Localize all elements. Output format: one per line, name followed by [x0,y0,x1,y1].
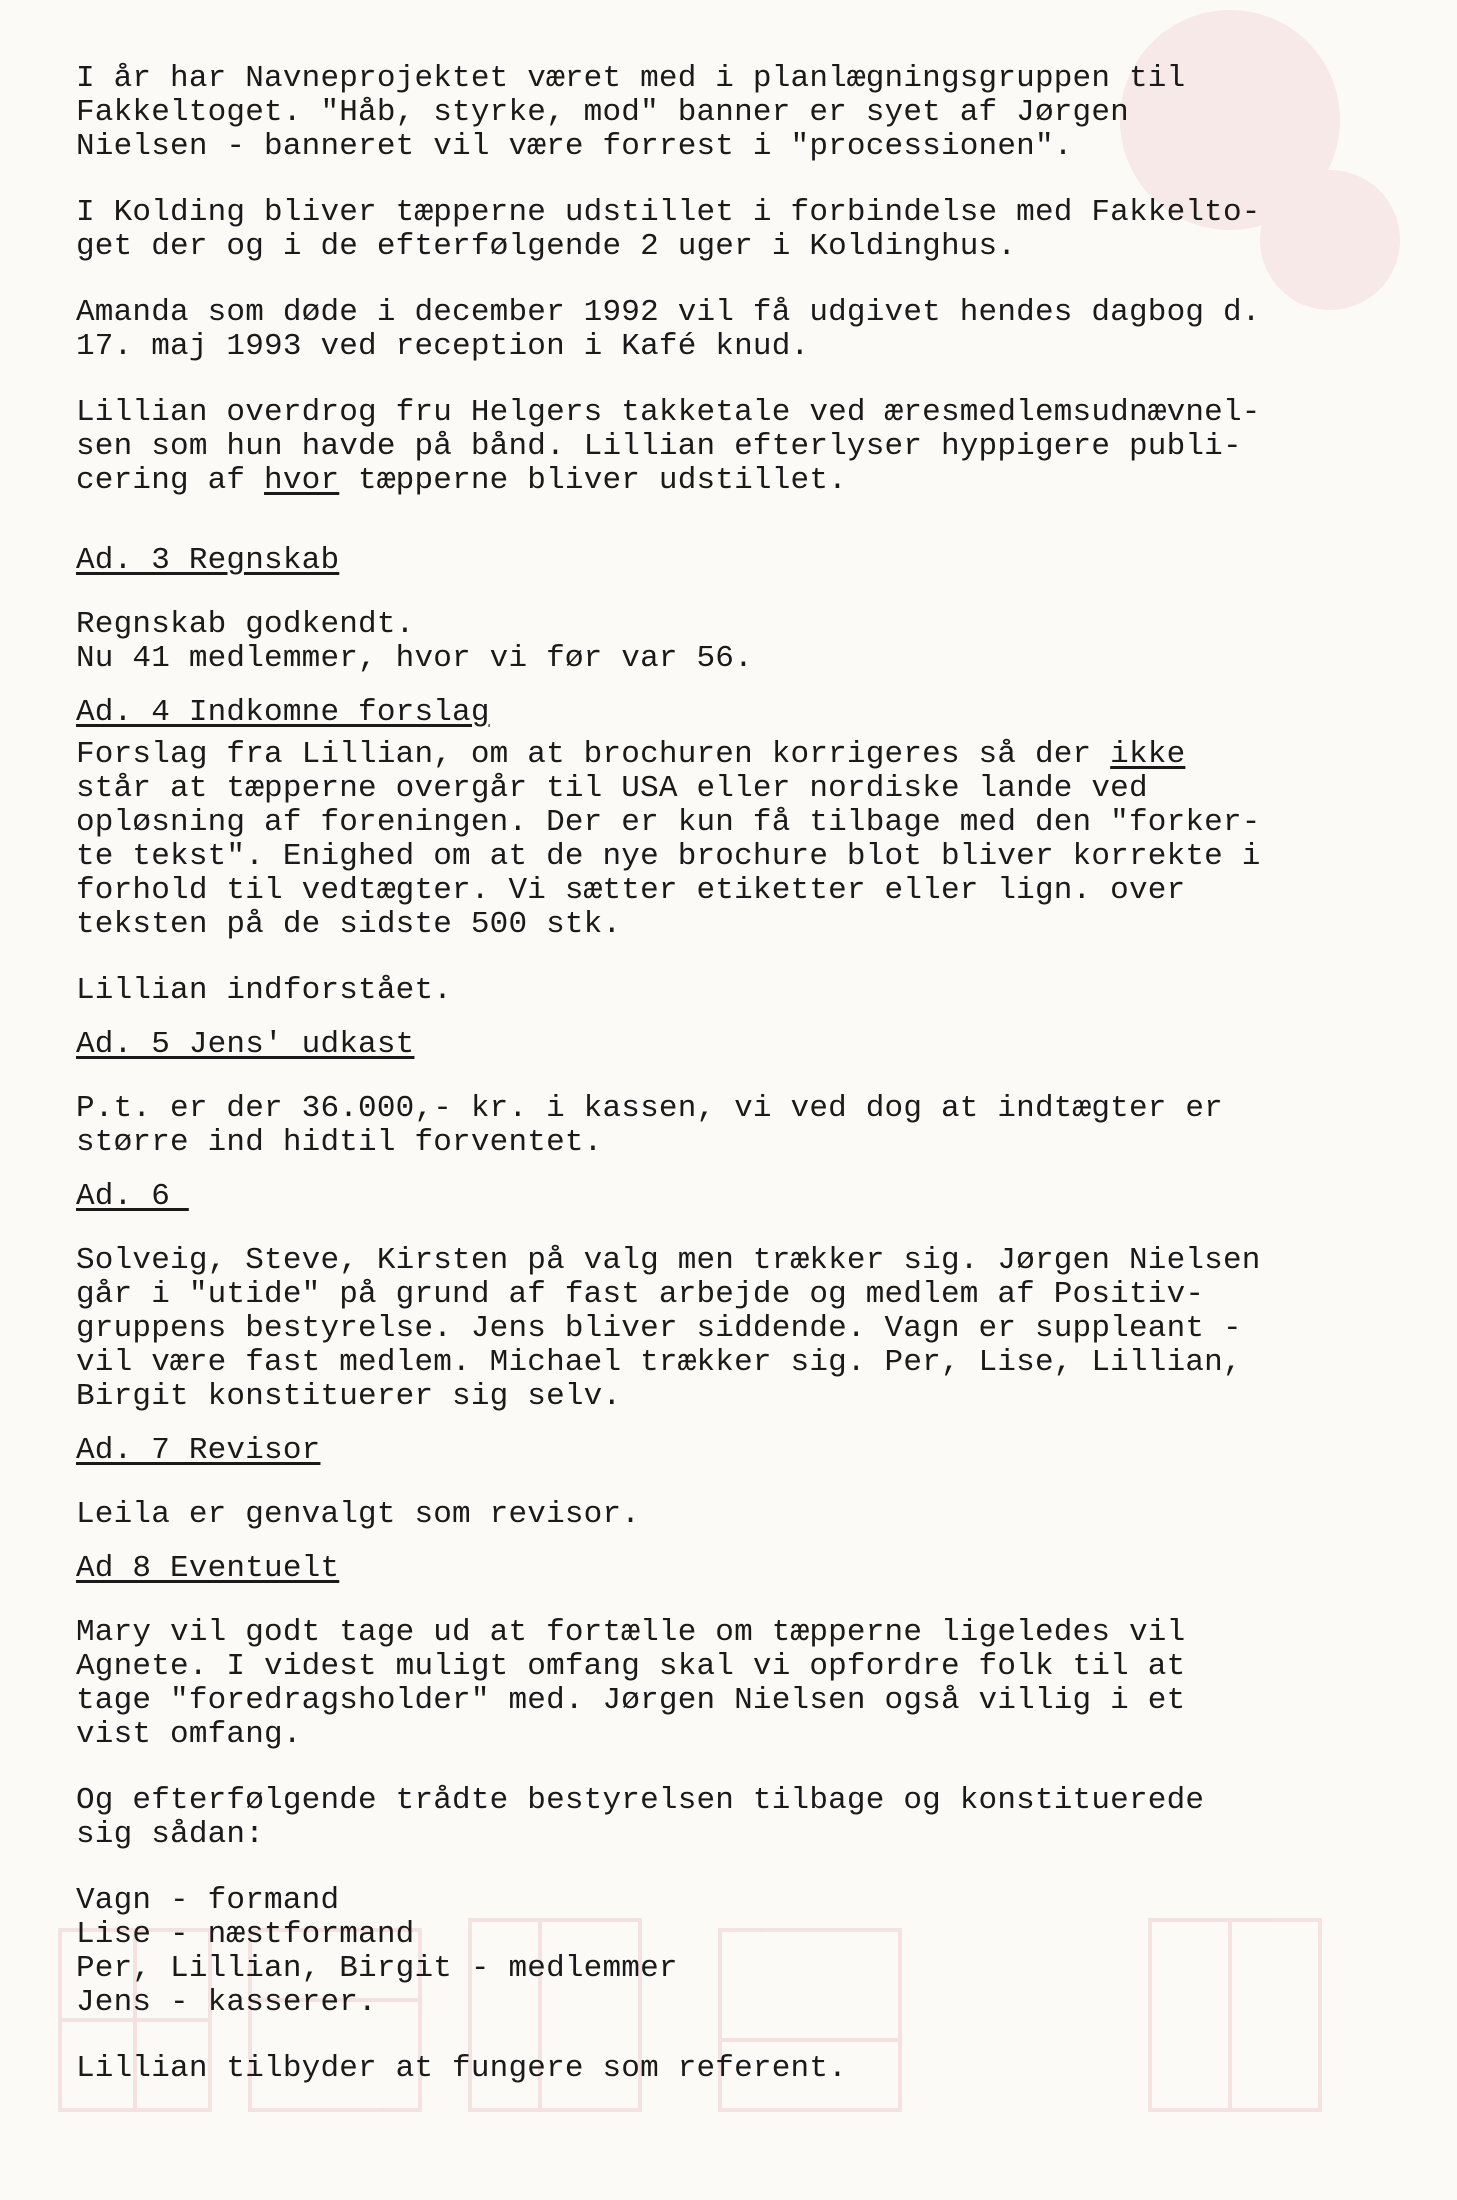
text-line: går i "utide" på grund af fast arbejde og medlem af Positiv- [76,1277,1205,1312]
section-ad8 [76,1552,1376,2086]
section-heading: Ad. 7 Revisor [76,1433,321,1468]
board-roles-list [76,1884,1376,2020]
section-heading: Ad 8 Eventuelt [76,1551,340,1586]
text-line: P.t. er der 36.000,- kr. i kassen, vi ved dog at indtægter er [76,1091,1223,1126]
section-body [76,608,1376,676]
section-ad3 [76,544,1376,676]
role-line: Per, Lillian, Birgit - medlemmer [76,1951,678,1986]
role-line: Lise - næstformand [76,1917,415,1952]
text-line: 17. maj 1993 ved reception i Kafé knud. [76,329,810,364]
text-line [76,738,1376,772]
intro-paragraph-2 [76,196,1376,264]
constitution-intro [76,1784,1376,1852]
text-line: Lillian indforstået. [76,973,453,1008]
text-line: Agnete. I videst muligt omfang skal vi opfordre folk til at [76,1649,1186,1684]
section-body [76,1616,1376,1752]
text-line: står at tæpperne overgår til USA eller nordiske lande ved [76,771,1148,806]
text-line: større ind hidtil forventet. [76,1125,603,1160]
text-line: Nu 41 medlemmer, hvor vi før var 56. [76,641,753,676]
text-line: Lillian tilbyder at fungere som referent. [76,2051,847,2086]
text-line: gruppens bestyrelse. Jens bliver siddende. Vagn er suppleant - [76,1311,1242,1346]
intro-paragraph-3 [76,296,1376,364]
section-heading: Ad. 5 Jens' udkast [76,1027,415,1062]
text-line: tage "foredragsholder" med. Jørgen Nielsen også villig i et [76,1683,1186,1718]
text-line: Birgit konstituerer sig selv. [76,1379,622,1414]
section-body [76,1498,1376,1532]
intro-paragraph-1 [76,62,1376,164]
text-line [76,464,1376,498]
text-line: sen som hun havde på bånd. Lillian efterlyser hyppigere publi- [76,429,1242,464]
text-line: teksten på de sidste 500 stk. [76,907,622,942]
section-heading: Ad. 3 Regnskab [76,543,340,578]
text-line: Nielsen - banneret vil være forrest i "processionen". [76,129,1073,164]
text-line: te tekst". Enighed om at de nye brochure blot bliver korrekte i [76,839,1261,874]
section-ad5 [76,1028,1376,1160]
section-heading: Ad. 4 Indkomne forslag [76,695,490,730]
text-line: get der og i de efterfølgende 2 uger i Koldinghus. [76,229,1017,264]
text-line: vist omfang. [76,1717,302,1752]
text-line: Leila er genvalgt som revisor. [76,1497,641,1532]
section-body [76,738,1376,942]
text-line: sig sådan: [76,1817,265,1852]
role-line: Jens - kasserer. [76,1985,377,2020]
text-line: Lillian overdrog fru Helgers takketale ved æresmedlemsudnævnel- [76,395,1261,430]
text-fragment: cering af [76,463,265,498]
section-ad7 [76,1434,1376,1532]
underlined-word: ikke [1110,737,1186,772]
text-line: Mary vil godt tage ud at fortælle om tæpperne ligeledes vil [76,1615,1186,1650]
section-heading: Ad. 6 [76,1179,189,1214]
text-line: Regnskab godkendt. [76,607,415,642]
underlined-word: hvor [264,463,340,498]
text-line: Fakkeltoget. "Håb, styrke, mod" banner er syet af Jørgen [76,95,1129,130]
text-line: Og efterfølgende trådte bestyrelsen tilbage og konstituerede [76,1783,1205,1818]
text-line: Solveig, Steve, Kirsten på valg men trækker sig. Jørgen Nielsen [76,1243,1261,1278]
text-line: vil være fast medlem. Michael trækker sig. Per, Lise, Lillian, [76,1345,1242,1380]
text-fragment: tæpperne bliver udstillet. [339,463,847,498]
document-page [76,62,1376,2118]
section-followup [76,974,1376,1008]
text-fragment: Forslag fra Lillian, om at brochuren korrigeres så der [76,737,1111,772]
text-line: I Kolding bliver tæpperne udstillet i forbindelse med Fakkelto- [76,195,1261,230]
role-line: Vagn - formand [76,1883,340,1918]
text-line: I år har Navneprojektet været med i planlægningsgruppen til [76,61,1186,96]
text-line: opløsning af foreningen. Der er kun få tilbage med den "forker- [76,805,1261,840]
section-body [76,1092,1376,1160]
section-body [76,1244,1376,1414]
intro-paragraph-4 [76,396,1376,498]
text-line: Amanda som døde i december 1992 vil få udgivet hendes dagbog d. [76,295,1261,330]
text-line: forhold til vedtægter. Vi sætter etiketter eller lign. over [76,873,1186,908]
section-ad4 [76,696,1376,1008]
closing-line [76,2052,1376,2086]
section-ad6 [76,1180,1376,1414]
